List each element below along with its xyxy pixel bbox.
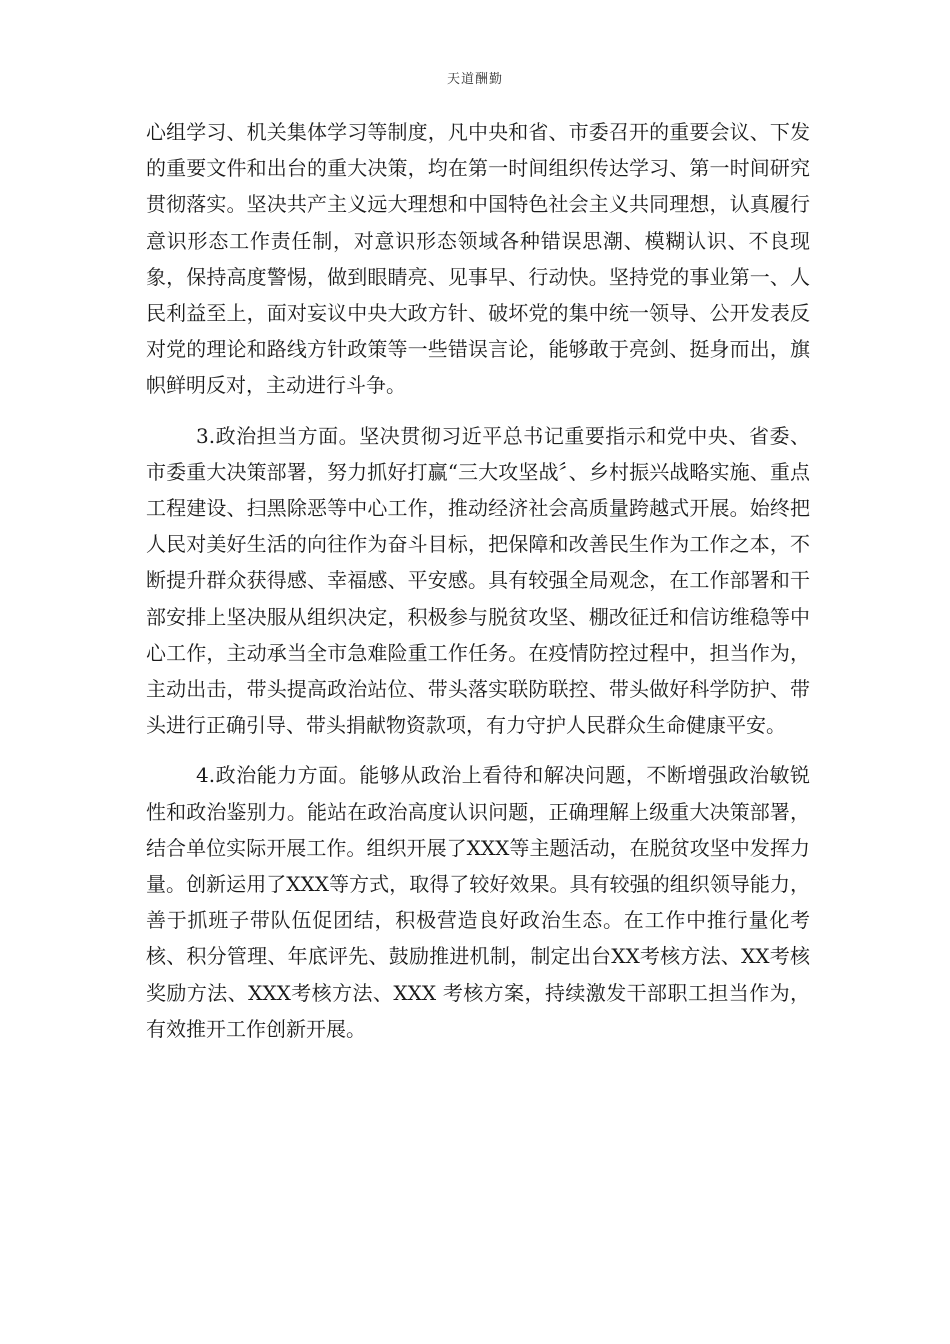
paragraph-continuation: 心组学习、机关集体学习等制度，凡中央和省、市委召开的重要会议、下发的重要文件和出台的重大决策，均在第一时间组织传达学习、第一时间研究贯彻落实。坚决共产主义远大理想和中国特色社会主义共同理想，认真履行意识形态工作责任制，对意识形态领域各种错误思潮、模糊认识、不良现象，保持高度警惕，做到眼睛亮、见事早、行动快。坚持党的事业第一、人民利益至上，面对妄议中央大政方针、破坏党的集中统一领导、公开发表反对党的理论和路线方针政策等一些错误言论，能够敢于亮剑、挺身而出，旗帜鲜明反对，主动进行斗争。 xyxy=(146,120,810,398)
document-body xyxy=(146,114,810,1047)
page-header: 天道酬勤 xyxy=(446,72,503,87)
paragraph-political-responsibility: 3.政治担当方面。坚决贯彻习近平总书记重要指示和党中央、省委、市委重大决策部署，努力抓好打赢“三大攻坚战〞、乡村振兴战略实施、重点工程建设、扫黑除恶等中心工作，推动经济社会高质量跨越式开展。始终把人民对美好生活的向往作为奋斗目标，把保障和改善民生作为工作之本，不断提升群众获得感、幸福感、平安感。具有较强全局观念，在工作部署和干部安排上坚决服从组织决定，积极参与脱贫攻坚、棚改征迁和信访维稳等中心工作，主动承当全市急难险重工作任务。在疫情防控过程中，担当作为，主动出击，带头提高政治站位、带头落实联防联控、带头做好科学防护、带头进行正确引导、带头捐献物资款项，有力守护人民群众生命健康平安。 xyxy=(146,423,810,738)
paragraph-political-ability: 4.政治能力方面。能够从政治上看待和解决问题，不断增强政治敏锐性和政治鉴别力。能站在政治高度认识问题，正确理解上级重大决策部署，结合单位实际开展工作。组织开展了XXX等主题活动，在脱贫攻坚中发挥力量。创新运用了XXX等方式，取得了较好效果。具有较强的组织领导能力，善于抓班子带队伍促团结，积极营造良好政治生态。在工作中推行量化考核、积分管理、年底评先、鼓励推进机制，制定出台XX考核方法、XX考核奖励方法、XXX考核方法、XXX 考核方案，持续激发干部职工担当作为，有效推开工作创新开展。 xyxy=(146,763,810,1041)
